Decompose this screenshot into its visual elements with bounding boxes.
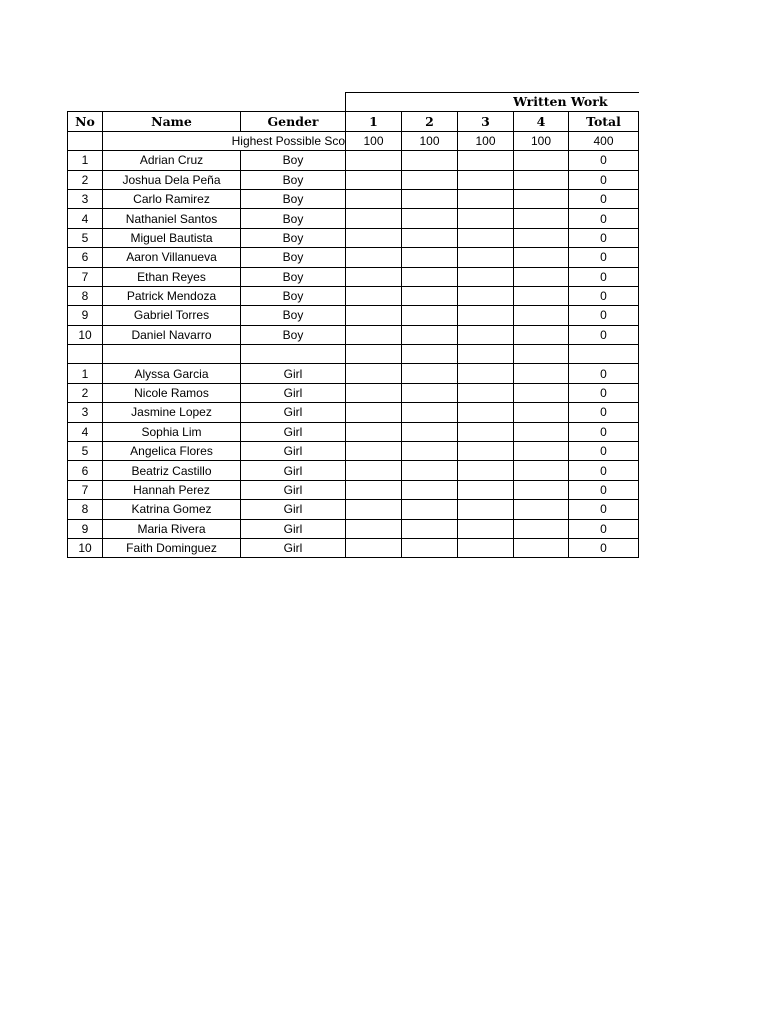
score-task-1[interactable] (346, 286, 402, 305)
hps-task-3[interactable]: 100 (458, 131, 514, 150)
score-task-4[interactable] (514, 383, 569, 402)
student-gender[interactable]: Boy (241, 248, 346, 267)
score-task-3[interactable] (458, 228, 514, 247)
empty-cell[interactable] (68, 131, 103, 150)
student-name[interactable]: Maria Rivera (103, 519, 241, 538)
student-gender[interactable]: Girl (241, 500, 346, 519)
score-task-3[interactable] (458, 500, 514, 519)
student-total[interactable]: 0 (569, 442, 639, 461)
student-name[interactable]: Angelica Flores (103, 442, 241, 461)
score-task-4[interactable] (514, 422, 569, 441)
score-task-2[interactable] (402, 286, 458, 305)
student-name[interactable]: Beatriz Castillo (103, 461, 241, 480)
score-task-4[interactable] (514, 189, 569, 208)
score-task-3[interactable] (458, 248, 514, 267)
score-task-3[interactable] (458, 461, 514, 480)
student-row (68, 325, 639, 344)
student-no[interactable]: 7 (68, 480, 103, 499)
student-no[interactable]: 2 (68, 383, 103, 402)
score-task-2[interactable] (402, 538, 458, 557)
student-total[interactable]: 0 (569, 538, 639, 557)
score-task-1[interactable] (346, 228, 402, 247)
student-name[interactable]: Adrian Cruz (103, 151, 241, 170)
student-no[interactable]: 6 (68, 461, 103, 480)
student-row (68, 209, 639, 228)
student-name[interactable]: Nathaniel Santos (103, 209, 241, 228)
student-no[interactable]: 3 (68, 189, 103, 208)
student-total[interactable]: 0 (569, 228, 639, 247)
empty-cell[interactable] (346, 345, 402, 364)
student-row (68, 306, 639, 325)
student-no[interactable]: 8 (68, 500, 103, 519)
student-row (68, 189, 639, 208)
student-row (68, 461, 639, 480)
score-task-4[interactable] (514, 519, 569, 538)
written-work-title: Written Work (346, 93, 639, 112)
score-task-2[interactable] (402, 228, 458, 247)
student-gender[interactable]: Girl (241, 383, 346, 402)
score-task-2[interactable] (402, 403, 458, 422)
score-task-2[interactable] (402, 461, 458, 480)
student-no[interactable]: 4 (68, 209, 103, 228)
student-name[interactable]: Patrick Mendoza (103, 286, 241, 305)
score-task-1[interactable] (346, 383, 402, 402)
score-task-2[interactable] (402, 209, 458, 228)
header-no[interactable]: No (68, 112, 103, 131)
score-task-3[interactable] (458, 170, 514, 189)
student-no[interactable]: 3 (68, 403, 103, 422)
student-name[interactable]: Jasmine Lopez (103, 403, 241, 422)
score-task-3[interactable] (458, 189, 514, 208)
student-no[interactable]: 1 (68, 151, 103, 170)
score-task-2[interactable] (402, 325, 458, 344)
header-task-3[interactable]: 3 (458, 112, 514, 131)
student-gender[interactable]: Girl (241, 364, 346, 383)
student-total[interactable]: 0 (569, 480, 639, 499)
student-no[interactable]: 2 (68, 170, 103, 189)
student-total[interactable]: 0 (569, 151, 639, 170)
student-row (68, 519, 639, 538)
student-row (68, 228, 639, 247)
written-work-header-row (68, 93, 639, 112)
score-task-4[interactable] (514, 151, 569, 170)
score-task-4[interactable] (514, 500, 569, 519)
score-task-2[interactable] (402, 364, 458, 383)
student-name[interactable]: Sophia Lim (103, 422, 241, 441)
student-row (68, 364, 639, 383)
student-total[interactable]: 0 (569, 267, 639, 286)
student-no[interactable]: 10 (68, 325, 103, 344)
score-task-1[interactable] (346, 500, 402, 519)
hps-task-2[interactable]: 100 (402, 131, 458, 150)
student-gender[interactable]: Girl (241, 442, 346, 461)
student-name[interactable]: Gabriel Torres (103, 306, 241, 325)
student-name[interactable]: Katrina Gomez (103, 500, 241, 519)
header-total[interactable]: Total (569, 112, 639, 131)
score-task-4[interactable] (514, 538, 569, 557)
student-no[interactable]: 5 (68, 228, 103, 247)
score-task-2[interactable] (402, 306, 458, 325)
score-task-1[interactable] (346, 519, 402, 538)
score-task-4[interactable] (514, 325, 569, 344)
student-no[interactable]: 5 (68, 442, 103, 461)
score-task-4[interactable] (514, 461, 569, 480)
score-task-1[interactable] (346, 442, 402, 461)
student-total[interactable]: 0 (569, 189, 639, 208)
student-total[interactable]: 0 (569, 500, 639, 519)
student-total[interactable]: 0 (569, 383, 639, 402)
student-gender[interactable]: Girl (241, 480, 346, 499)
spacer-row (68, 345, 639, 364)
blank-cell (68, 93, 346, 112)
student-gender[interactable]: Boy (241, 286, 346, 305)
student-gender[interactable]: Girl (241, 422, 346, 441)
student-gender[interactable]: Boy (241, 209, 346, 228)
score-task-3[interactable] (458, 267, 514, 286)
score-task-2[interactable] (402, 267, 458, 286)
header-name[interactable]: Name (103, 112, 241, 131)
score-task-2[interactable] (402, 248, 458, 267)
student-no[interactable]: 10 (68, 538, 103, 557)
student-total[interactable]: 0 (569, 170, 639, 189)
score-task-3[interactable] (458, 383, 514, 402)
score-task-1[interactable] (346, 209, 402, 228)
score-task-1[interactable] (346, 248, 402, 267)
student-name[interactable]: Aaron Villanueva (103, 248, 241, 267)
score-task-2[interactable] (402, 422, 458, 441)
empty-cell[interactable] (569, 345, 639, 364)
student-gender[interactable]: Boy (241, 228, 346, 247)
empty-cell[interactable] (402, 345, 458, 364)
student-row (68, 442, 639, 461)
score-task-1[interactable] (346, 422, 402, 441)
score-task-1[interactable] (346, 151, 402, 170)
score-task-3[interactable] (458, 306, 514, 325)
score-task-4[interactable] (514, 228, 569, 247)
score-task-1[interactable] (346, 364, 402, 383)
student-total[interactable]: 0 (569, 325, 639, 344)
score-task-2[interactable] (402, 383, 458, 402)
student-gender[interactable]: Boy (241, 189, 346, 208)
student-name[interactable]: Miguel Bautista (103, 228, 241, 247)
score-task-2[interactable] (402, 151, 458, 170)
score-task-1[interactable] (346, 403, 402, 422)
header-task-4[interactable]: 4 (514, 112, 569, 131)
score-task-1[interactable] (346, 189, 402, 208)
hps-task-1[interactable]: 100 (346, 131, 402, 150)
score-task-4[interactable] (514, 248, 569, 267)
hps-total[interactable]: 400 (569, 131, 639, 150)
score-task-2[interactable] (402, 189, 458, 208)
student-gender[interactable]: Girl (241, 403, 346, 422)
student-name[interactable]: Alyssa Garcia (103, 364, 241, 383)
header-gender[interactable]: Gender (241, 112, 346, 131)
score-task-2[interactable] (402, 442, 458, 461)
column-header-row (68, 112, 639, 131)
student-row (68, 267, 639, 286)
empty-cell[interactable] (241, 345, 346, 364)
score-task-3[interactable] (458, 480, 514, 499)
student-row (68, 500, 639, 519)
hps-task-4[interactable]: 100 (514, 131, 569, 150)
empty-cell[interactable] (103, 345, 241, 364)
score-task-2[interactable] (402, 170, 458, 189)
score-task-3[interactable] (458, 403, 514, 422)
score-task-4[interactable] (514, 306, 569, 325)
score-task-4[interactable] (514, 364, 569, 383)
student-total[interactable]: 0 (569, 403, 639, 422)
student-name[interactable]: Nicole Ramos (103, 383, 241, 402)
student-gender[interactable]: Boy (241, 170, 346, 189)
student-name[interactable]: Faith Dominguez (103, 538, 241, 557)
student-row (68, 286, 639, 305)
score-task-1[interactable] (346, 267, 402, 286)
score-task-3[interactable] (458, 286, 514, 305)
student-no[interactable]: 9 (68, 306, 103, 325)
student-name[interactable]: Daniel Navarro (103, 325, 241, 344)
student-no[interactable]: 7 (68, 267, 103, 286)
student-total[interactable]: 0 (569, 461, 639, 480)
grade-sheet (67, 92, 639, 558)
student-row (68, 151, 639, 170)
student-row (68, 480, 639, 499)
student-total[interactable]: 0 (569, 209, 639, 228)
student-gender[interactable]: Girl (241, 461, 346, 480)
header-task-2[interactable]: 2 (402, 112, 458, 131)
student-row (68, 170, 639, 189)
header-task-1[interactable]: 1 (346, 112, 402, 131)
student-no[interactable]: 9 (68, 519, 103, 538)
score-task-1[interactable] (346, 461, 402, 480)
student-gender[interactable]: Boy (241, 325, 346, 344)
score-task-4[interactable] (514, 267, 569, 286)
student-total[interactable]: 0 (569, 248, 639, 267)
student-total[interactable]: 0 (569, 364, 639, 383)
score-task-1[interactable] (346, 306, 402, 325)
student-name[interactable]: Ethan Reyes (103, 267, 241, 286)
score-task-3[interactable] (458, 422, 514, 441)
student-gender[interactable]: Boy (241, 267, 346, 286)
score-task-2[interactable] (402, 500, 458, 519)
score-task-1[interactable] (346, 325, 402, 344)
highest-possible-score-label[interactable]: Highest Possible Sco (103, 131, 346, 150)
empty-cell[interactable] (514, 345, 569, 364)
score-task-4[interactable] (514, 170, 569, 189)
student-gender[interactable]: Boy (241, 306, 346, 325)
score-task-4[interactable] (514, 209, 569, 228)
student-total[interactable]: 0 (569, 306, 639, 325)
student-row (68, 403, 639, 422)
student-no[interactable]: 1 (68, 364, 103, 383)
score-task-1[interactable] (346, 538, 402, 557)
student-row (68, 248, 639, 267)
student-gender[interactable]: Girl (241, 519, 346, 538)
score-task-3[interactable] (458, 364, 514, 383)
student-gender[interactable]: Boy (241, 151, 346, 170)
score-task-4[interactable] (514, 403, 569, 422)
student-total[interactable]: 0 (569, 286, 639, 305)
student-no[interactable]: 4 (68, 422, 103, 441)
score-task-4[interactable] (514, 286, 569, 305)
student-name[interactable]: Joshua Dela Peña (103, 170, 241, 189)
student-name[interactable]: Hannah Perez (103, 480, 241, 499)
score-task-1[interactable] (346, 480, 402, 499)
student-total[interactable]: 0 (569, 422, 639, 441)
score-task-3[interactable] (458, 325, 514, 344)
student-total[interactable]: 0 (569, 519, 639, 538)
highest-possible-score-row (68, 131, 639, 150)
student-no[interactable]: 8 (68, 286, 103, 305)
student-row (68, 422, 639, 441)
student-name[interactable]: Carlo Ramirez (103, 189, 241, 208)
empty-cell[interactable] (68, 345, 103, 364)
score-task-2[interactable] (402, 519, 458, 538)
student-gender[interactable]: Girl (241, 538, 346, 557)
score-task-4[interactable] (514, 442, 569, 461)
score-task-3[interactable] (458, 151, 514, 170)
student-no[interactable]: 6 (68, 248, 103, 267)
score-task-3[interactable] (458, 538, 514, 557)
class-record-table (67, 92, 639, 558)
score-task-3[interactable] (458, 519, 514, 538)
score-task-2[interactable] (402, 480, 458, 499)
score-task-3[interactable] (458, 442, 514, 461)
empty-cell[interactable] (458, 345, 514, 364)
score-task-1[interactable] (346, 170, 402, 189)
score-task-3[interactable] (458, 209, 514, 228)
score-task-4[interactable] (514, 480, 569, 499)
student-row (68, 383, 639, 402)
student-row (68, 538, 639, 557)
